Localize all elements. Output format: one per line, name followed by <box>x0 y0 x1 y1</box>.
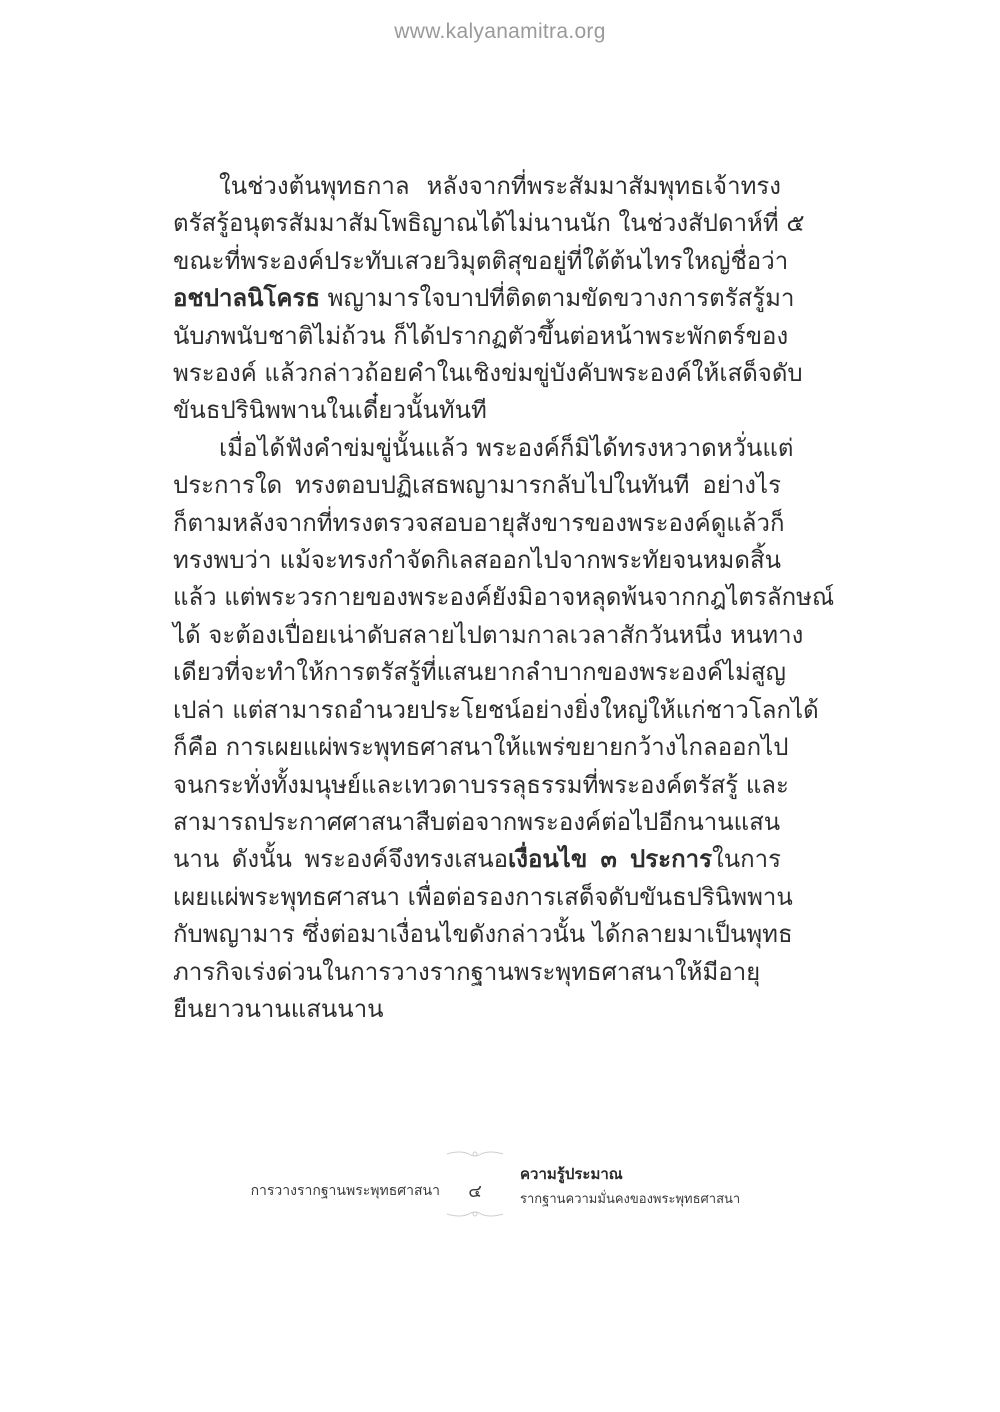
text-line: สามารถประกาศศาสนาสืบต่อจากพระองค์ต่อไปอีกนานแสน <box>173 807 781 836</box>
text-line <box>173 841 781 878</box>
text-line: ทรงพบว่า แม้จะทรงกำจัดกิเลสออกไปจากพระทัยจนหมดสิ้น <box>173 546 781 575</box>
text-line: กับพญามาร ซึ่งต่อมาเงื่อนไขดังกล่าวนั้น ได้กลายมาเป็นพุทธ <box>173 920 793 949</box>
text-line: ได้ จะต้องเปื่อยเน่าดับสลายไปตามกาลเวลาสักวันหนึ่ง หนทาง <box>173 620 804 649</box>
text-segment: ในการ <box>711 845 781 874</box>
website-url: www.kalyanamitra.org <box>394 20 606 43</box>
text-line: เดียวที่จะทำให้การตรัสรู้ที่แสนยากลำบากของพระองค์ไม่สูญ <box>173 658 787 687</box>
ornament-divider-icon <box>445 1208 505 1220</box>
ornament-divider-icon <box>445 1148 505 1160</box>
text-line: ขันธปรินิพพานในเดี๋ยวนั้นทันที <box>173 396 487 425</box>
text-line: จนกระทั่งทั้งมนุษย์และเทวดาบรรลุธรรมที่พระองค์ตรัสรู้ และ <box>173 770 789 799</box>
text-line: ในช่วงต้นพุทธกาล หลังจากที่พระสัมมาสัมพุทธเจ้าทรง <box>219 172 781 200</box>
body-text <box>173 168 835 1028</box>
section-subtitle: รากฐานความมั่นคงของพระพุทธศาสนา <box>520 1192 741 1207</box>
text-line: นับภพนับชาติไม่ถ้วน ก็ได้ปรากฏตัวขึ้นต่อหน้าพระพักตร์ของ <box>173 321 789 350</box>
text-line: พระองค์ แล้วกล่าวถ้อยคำในเชิงข่มขู่บังคับพระองค์ให้เสด็จดับ <box>173 359 803 388</box>
bold-term: เงื่อนไข ๓ ประการ <box>508 845 712 874</box>
text-line: ยืนยาวนานแสนนาน <box>173 994 384 1023</box>
page-footer <box>0 1148 1000 1228</box>
text-line: ตรัสรู้อนุตรสัมมาสัมโพธิญาณได้ไม่นานนัก ในช่วงสัปดาห์ที่ ๕ <box>173 209 805 238</box>
text-line: ขณะที่พระองค์ประทับเสวยวิมุตติสุขอยู่ที่ใต้ต้นไทรใหญ่ชื่อว่า <box>173 246 789 275</box>
text-line: เผยแผ่พระพุทธศาสนา เพื่อต่อรองการเสด็จดับขันธปรินิพพาน <box>173 882 793 911</box>
text-line: ก็ตามหลังจากที่ทรงตรวจสอบอายุสังขารของพระองค์ดูแล้วก็ <box>173 508 785 537</box>
text-segment: นาน ดังนั้น พระองค์จึงทรงเสนอ <box>173 845 509 874</box>
text-line <box>173 280 795 317</box>
text-line: ภารกิจเร่งด่วนในการวางรากฐานพระพุทธศาสนาให้มีอายุ <box>173 957 761 986</box>
text-segment: พญามารใจบาปที่ติดตามขัดขวางการตรัสรู้มา <box>320 284 795 313</box>
page-number: ๔ <box>468 1181 482 1202</box>
text-line: เมื่อได้ฟังคำข่มขู่นั้นแล้ว พระองค์ก็มิได้ทรงหวาดหวั่นแต่ <box>219 433 794 462</box>
text-line: ก็คือ การเผยแผ่พระพุทธศาสนาให้แพร่ขยายกว้างไกลออกไป <box>173 733 789 762</box>
bold-term: อชปาลนิโครธ <box>173 284 321 313</box>
paragraph-2 <box>173 430 835 1029</box>
text-line: ประการใด ทรงตอบปฏิเสธพญามารกลับไปในทันที อย่างไร <box>173 471 781 500</box>
book-title: การวางรากฐานพระพุทธศาสนา <box>250 1183 440 1199</box>
text-line: เปล่า แต่สามารถอำนวยประโยชน์อย่างยิ่งใหญ่ให้แก่ชาวโลกได้ <box>173 695 819 724</box>
section-title: ความรู้ประมาณ <box>520 1165 623 1183</box>
section-heading <box>520 1162 800 1209</box>
text-line: แล้ว แต่พระวรกายของพระองค์ยังมิอาจหลุดพ้นจากกฎไตรลักษณ์ <box>173 583 835 612</box>
paragraph-1 <box>173 168 805 430</box>
